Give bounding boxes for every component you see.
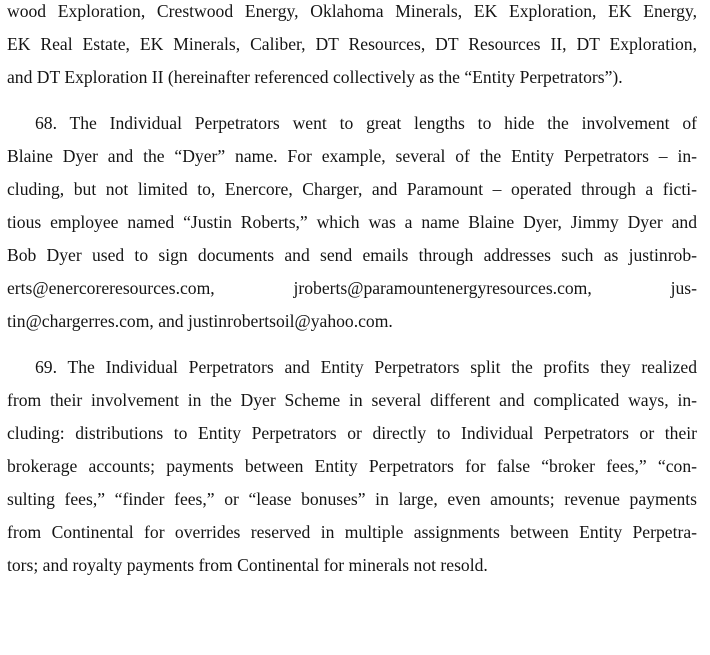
text-line: cluding: distributions to Entity Perpetrators or directly to Individual Perpetrators or their: [7, 423, 697, 443]
paragraph-69: [7, 351, 697, 582]
paragraph-68: [7, 107, 697, 338]
text-line: 69. The Individual Perpetrators and Entity Perpetrators split the profits they realized: [35, 357, 697, 377]
text-line: wood Exploration, Crestwood Energy, Oklahoma Minerals, EK Exploration, EK Energy,: [7, 1, 697, 21]
text-line: Blaine Dyer and the “Dyer” name. For example, several of the Entity Perpetrators – in-: [7, 146, 697, 166]
text-line: from their involvement in the Dyer Scheme in several different and complicated ways, in-: [7, 390, 697, 410]
text-line: tors; and royalty payments from Continental for minerals not resold.: [7, 555, 488, 575]
text-line: tious employee named “Justin Roberts,” which was a name Blaine Dyer, Jimmy Dyer and: [7, 212, 697, 232]
text-line: EK Real Estate, EK Minerals, Caliber, DT Resources, DT Resources II, DT Exploration,: [7, 34, 697, 54]
text-line: from Continental for overrides reserved in multiple assignments between Entity Perpetra-: [7, 522, 697, 542]
text-line: and DT Exploration II (hereinafter referenced collectively as the “Entity Perpetrators”).: [7, 67, 623, 87]
paragraph-gap: [7, 94, 697, 107]
text-line: 68. The Individual Perpetrators went to great lengths to hide the involvement of: [35, 113, 697, 133]
paragraph-gap: [7, 338, 697, 351]
text-line: sulting fees,” “finder fees,” or “lease bonuses” in large, even amounts; revenue payments: [7, 489, 697, 509]
text-line: tin@chargerres.com, and justinrobertsoil@yahoo.com.: [7, 311, 393, 331]
text-line: cluding, but not limited to, Enercore, Charger, and Paramount – operated through a ficti-: [7, 179, 697, 199]
paragraph-continued-entity-list: [7, 0, 697, 94]
text-line: brokerage accounts; payments between Entity Perpetrators for false “broker fees,” “con-: [7, 456, 697, 476]
text-line: erts@enercoreresources.com, jroberts@paramountenergyresources.com, jus-: [7, 278, 697, 298]
text-line: Bob Dyer used to sign documents and send emails through addresses such as justinrob-: [7, 245, 697, 265]
